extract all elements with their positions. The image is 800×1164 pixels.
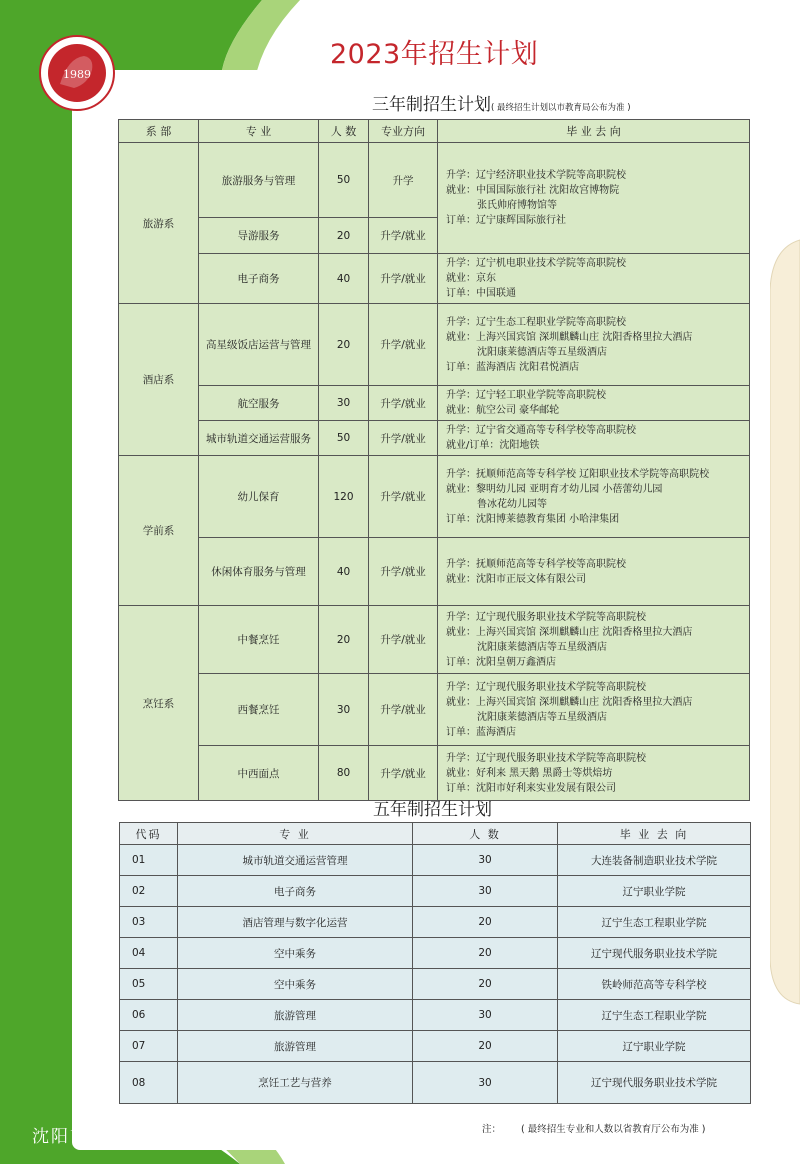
column-header: 专 业 [178, 823, 413, 845]
major-cell: 旅游管理 [178, 1000, 413, 1031]
count-cell: 50 [319, 421, 369, 456]
table-row [120, 876, 751, 907]
three-year-title: 三年制招生计划( 最终招生计划以市教育局公布为准 ) [372, 95, 631, 115]
table-row [119, 606, 750, 674]
destination-line: 订单：辽宁康辉国际旅行社 [446, 215, 566, 226]
count-cell: 20 [319, 304, 369, 386]
destination-line: 就业：上海兴国宾馆 深圳麒麟山庄 沈阳香格里拉大酒店 [446, 696, 693, 708]
destination-line: 就业/订单：沈阳地铁 [446, 440, 540, 451]
count-cell: 20 [413, 907, 558, 938]
count-cell: 30 [413, 845, 558, 876]
table-row [120, 1031, 751, 1062]
destination-line: 升学：辽宁机电职业技术学院等高职院校 [446, 258, 626, 269]
destination-line: 就业：上海兴国宾馆 深圳麒麟山庄 沈阳香格里拉大酒店 [446, 626, 693, 638]
major-cell: 空中乘务 [178, 938, 413, 969]
destination-line: 订单：沈阳博莱德教育集团 小哈津集团 [446, 513, 620, 525]
count-cell: 30 [319, 674, 369, 746]
code-cell: 02 [120, 876, 178, 907]
column-header: 系 部 [119, 120, 199, 143]
count-cell: 120 [319, 456, 369, 538]
major-cell: 西餐烹饪 [199, 674, 319, 746]
svg-text:1989: 1989 [63, 68, 91, 81]
table-row [120, 1062, 751, 1104]
destination-line: 订单：沈阳皇朝万鑫酒店 [446, 656, 556, 668]
destination-cell: 辽宁生态工程职业学院 [558, 907, 751, 938]
major-cell: 酒店管理与数字化运营 [178, 907, 413, 938]
graduation-destination-cell [438, 606, 750, 674]
table-row [120, 938, 751, 969]
graduation-destination-cell [438, 421, 750, 456]
count-cell: 20 [413, 938, 558, 969]
column-header: 代码 [120, 823, 178, 845]
graduation-destination-cell [438, 143, 750, 254]
destination-line: 鲁冰花幼儿园等 [477, 498, 547, 510]
count-cell: 40 [319, 254, 369, 304]
direction-cell: 升学/就业 [369, 304, 438, 386]
department-cell: 酒店系 [119, 304, 199, 456]
five-year-title: 五年制招生计划 [373, 800, 492, 820]
table-row [119, 386, 750, 421]
direction-cell: 升学 [369, 143, 438, 218]
destination-line: 升学：抚顺师范高等专科学校等高职院校 [446, 558, 626, 570]
major-cell: 旅游服务与管理 [199, 143, 319, 218]
table-row [119, 254, 750, 304]
destination-line: 就业：好利来 黑天鹅 黑爵士等烘焙坊 [446, 767, 613, 779]
code-cell: 08 [120, 1062, 178, 1104]
destination-cell: 辽宁职业学院 [558, 876, 751, 907]
major-cell: 空中乘务 [178, 969, 413, 1000]
table-row [119, 304, 750, 386]
table-row [120, 907, 751, 938]
graduation-destination-cell [438, 304, 750, 386]
count-cell: 20 [413, 969, 558, 1000]
department-cell: 烹饪系 [119, 606, 199, 801]
code-cell: 04 [120, 938, 178, 969]
count-cell: 20 [413, 1031, 558, 1062]
column-header: 毕 业 去 向 [558, 823, 751, 845]
five-year-plan-table [119, 822, 751, 1104]
direction-cell: 升学/就业 [369, 456, 438, 538]
count-cell: 30 [413, 876, 558, 907]
destination-line: 订单：蓝海酒店 [446, 726, 516, 738]
code-cell: 06 [120, 1000, 178, 1031]
major-cell: 电子商务 [199, 254, 319, 304]
table-row [120, 1000, 751, 1031]
code-cell: 01 [120, 845, 178, 876]
direction-cell: 升学/就业 [369, 386, 438, 421]
destination-line: 升学：辽宁现代服务职业技术学院等高职院校 [446, 752, 646, 764]
destination-line: 升学：抚顺师范高等专科学校 辽阳职业技术学院等高职院校 [446, 468, 710, 480]
table-row [119, 421, 750, 456]
graduation-destination-cell [438, 746, 750, 801]
destination-line: 沈阳康莱德酒店等五星级酒店 [477, 711, 607, 723]
table-row [119, 674, 750, 746]
destination-cell: 辽宁现代服务职业技术学院 [558, 1062, 751, 1104]
direction-cell: 升学/就业 [369, 674, 438, 746]
destination-line: 沈阳康莱德酒店等五星级酒店 [477, 346, 607, 358]
direction-cell: 升学/就业 [369, 538, 438, 606]
destination-line: 升学：辽宁现代服务职业技术学院等高职院校 [446, 681, 646, 693]
destination-cell: 大连装备制造职业技术学院 [558, 845, 751, 876]
department-cell: 学前系 [119, 456, 199, 606]
destination-line: 升学：辽宁现代服务职业技术学院等高职院校 [446, 611, 646, 623]
destination-line: 订单：中国联通 [446, 288, 516, 299]
footer-school-name: 沈阳市旅游学校 [32, 1127, 165, 1147]
count-cell: 40 [319, 538, 369, 606]
direction-cell: 升学/就业 [369, 254, 438, 304]
major-cell: 电子商务 [178, 876, 413, 907]
table-row [119, 456, 750, 538]
table-row [119, 143, 750, 218]
destination-cell: 辽宁职业学院 [558, 1031, 751, 1062]
destination-line: 沈阳康莱德酒店等五星级酒店 [477, 641, 607, 653]
destination-cell: 辽宁生态工程职业学院 [558, 1000, 751, 1031]
column-header: 专 业 [199, 120, 319, 143]
graduation-destination-cell [438, 254, 750, 304]
direction-cell: 升学/就业 [369, 606, 438, 674]
graduation-destination-cell [438, 456, 750, 538]
page-title: 2023年招生计划 [330, 39, 539, 70]
table-row [119, 746, 750, 801]
code-cell: 05 [120, 969, 178, 1000]
count-cell: 30 [413, 1062, 558, 1104]
table-row [120, 969, 751, 1000]
three-year-plan-table [118, 119, 750, 801]
department-cell: 旅游系 [119, 143, 199, 304]
code-cell: 07 [120, 1031, 178, 1062]
major-cell: 休闲体育服务与管理 [199, 538, 319, 606]
major-cell: 城市轨道交通运营管理 [178, 845, 413, 876]
table-row [119, 538, 750, 606]
destination-line: 升学：辽宁经济职业技术学院等高职院校 [446, 170, 626, 181]
major-cell: 烹饪工艺与营养 [178, 1062, 413, 1104]
destination-line: 升学：辽宁省交通高等专科学校等高职院校 [446, 425, 636, 436]
destination-line: 订单：沈阳市好利来实业发展有限公司 [446, 782, 616, 794]
destination-line: 就业：黎明幼儿园 亚明育才幼儿园 小蓓蕾幼儿园 [446, 483, 663, 495]
destination-line: 升学：辽宁轻工职业学院等高职院校 [446, 390, 606, 401]
destination-line: 就业：京东 [446, 273, 496, 284]
major-cell: 导游服务 [199, 218, 319, 254]
major-cell: 中西面点 [199, 746, 319, 801]
graduation-destination-cell [438, 386, 750, 421]
column-header: 人 数 [413, 823, 558, 845]
direction-cell: 升学/就业 [369, 218, 438, 254]
destination-line: 张氏帅府博物馆等 [477, 200, 557, 211]
destination-cell: 辽宁现代服务职业技术学院 [558, 938, 751, 969]
count-cell: 20 [319, 218, 369, 254]
direction-cell: 升学/就业 [369, 746, 438, 801]
count-cell: 30 [413, 1000, 558, 1031]
school-logo-icon [38, 34, 116, 112]
column-header: 专业方向 [369, 120, 438, 143]
graduation-destination-cell [438, 538, 750, 606]
major-cell: 中餐烹饪 [199, 606, 319, 674]
major-cell: 旅游管理 [178, 1031, 413, 1062]
major-cell: 航空服务 [199, 386, 319, 421]
count-cell: 50 [319, 143, 369, 218]
destination-cell: 铁岭师范高等专科学校 [558, 969, 751, 1000]
count-cell: 80 [319, 746, 369, 801]
footnote: 注： ( 最终招生专业和人数以省教育厅公布为准 ) [482, 1124, 706, 1135]
code-cell: 03 [120, 907, 178, 938]
graduation-destination-cell [438, 674, 750, 746]
major-cell: 高星级饭店运营与管理 [199, 304, 319, 386]
destination-line: 就业：航空公司 豪华邮轮 [446, 405, 560, 416]
count-cell: 20 [319, 606, 369, 674]
destination-line: 升学：辽宁生态工程职业学院等高职院校 [446, 316, 626, 328]
major-cell: 城市轨道交通运营服务 [199, 421, 319, 456]
destination-line: 就业：沈阳市正辰文体有限公司 [446, 573, 586, 585]
major-cell: 幼儿保育 [199, 456, 319, 538]
column-header: 人 数 [319, 120, 369, 143]
destination-line: 订单：蓝海酒店 沈阳君悦酒店 [446, 361, 580, 373]
destination-line: 就业：上海兴国宾馆 深圳麒麟山庄 沈阳香格里拉大酒店 [446, 331, 693, 343]
column-header: 毕 业 去 向 [438, 120, 750, 143]
destination-line: 就业：中国国际旅行社 沈阳故宫博物院 [446, 185, 620, 196]
count-cell: 30 [319, 386, 369, 421]
table-row [120, 845, 751, 876]
direction-cell: 升学/就业 [369, 421, 438, 456]
